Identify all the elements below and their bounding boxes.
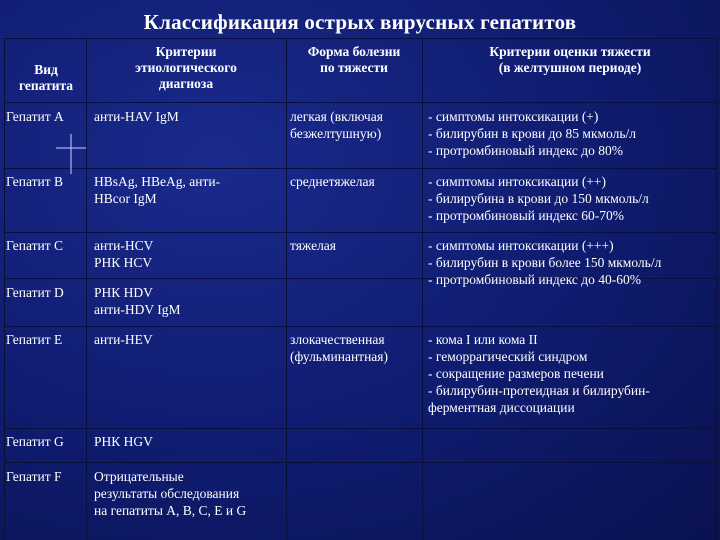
row-criteria-c: анти-HCV РНК HCV xyxy=(94,238,154,270)
column-divider xyxy=(716,38,717,540)
row-divider xyxy=(4,326,716,327)
crosshair-icon xyxy=(56,134,86,174)
row-type-c: Гепатит С xyxy=(6,238,64,253)
slide-title: Классификация острых вирусных гепатитов xyxy=(143,10,577,34)
form-mild: легкая (включая безжелтушную) xyxy=(290,109,383,141)
form-fulminant: злокачественная (фульминантная) xyxy=(290,332,388,364)
header-severity-form: Форма болезни по тяжести xyxy=(307,44,401,75)
row-type-f: Гепатит F xyxy=(6,469,62,484)
row-criteria-f: Отрицательные результаты обследования на гепатиты А, В, С, Е и G xyxy=(94,469,247,518)
column-divider xyxy=(86,38,87,540)
form-severe: тяжелая xyxy=(290,238,337,253)
row-type-a: Гепатит А xyxy=(6,109,64,124)
row-type-d: Гепатит D xyxy=(6,285,64,300)
row-divider xyxy=(4,462,716,463)
row-criteria-d: РНК HDV анти-HDV IgM xyxy=(94,285,181,317)
form-moderate: среднетяжелая xyxy=(290,174,375,189)
header-severity-assessment: Критерии оценки тяжести (в желтушном периоде) xyxy=(489,44,651,75)
column-divider xyxy=(422,38,423,540)
row-criteria-g: РНК HGV xyxy=(94,434,153,449)
table-border-top xyxy=(4,38,716,39)
row-divider xyxy=(4,428,716,429)
column-divider xyxy=(4,38,5,540)
assessment-fulminant: - кома I или кома II - геморрагический синдром - сокращение размеров печени - билирубин-протеидная и билирубин- ферментная диссоциации xyxy=(428,332,650,415)
row-criteria-e: анти-HEV xyxy=(94,332,153,347)
header-row-divider xyxy=(4,102,716,103)
row-type-e: Гепатит Е xyxy=(6,332,63,347)
header-etiology-criteria: Критерии этиологического диагноза xyxy=(135,44,237,91)
assessment-severe: - симптомы интоксикации (+++) - билирубин в крови более 150 мкмоль/л - протромбиновый индекс до 40-60% xyxy=(428,238,662,287)
assessment-moderate: - симптомы интоксикации (++) - билирубина в крови до 150 мкмоль/л - протромбиновый индекс 60-70% xyxy=(428,174,649,223)
header-hepatitis-type: Вид гепатита xyxy=(18,62,74,93)
row-divider xyxy=(4,232,716,233)
row-type-b: Гепатит В xyxy=(6,174,64,189)
row-criteria-a: анти-HAV IgM xyxy=(94,109,179,124)
row-divider xyxy=(4,168,716,169)
assessment-mild: - симптомы интоксикации (+) - билирубин в крови до 85 мкмоль/л - протромбиновый индекс до 80% xyxy=(428,109,637,158)
row-type-g: Гепатит G xyxy=(6,434,64,449)
row-criteria-b: HBsAg, HBeAg, анти- HBcor IgM xyxy=(94,174,221,206)
column-divider xyxy=(286,38,287,540)
